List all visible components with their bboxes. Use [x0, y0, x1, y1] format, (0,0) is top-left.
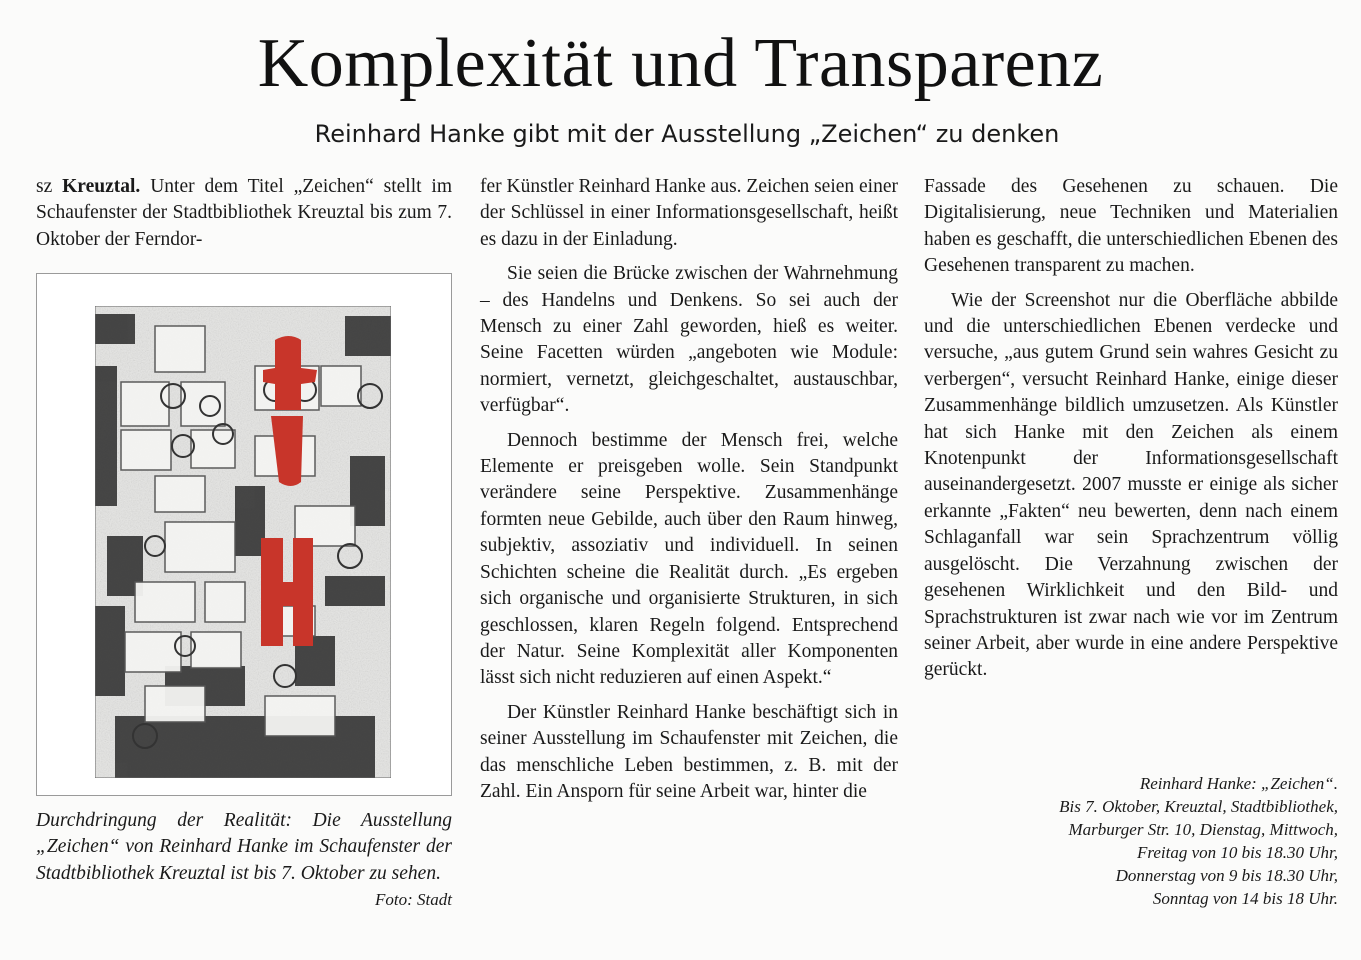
artwork-photo	[36, 273, 452, 796]
dateline: Kreuztal.	[62, 176, 141, 197]
article-lead-paragraph	[36, 174, 452, 253]
article-column-2	[480, 174, 898, 805]
info-line: Freitag von 10 bis 18.30 Uhr,	[1136, 843, 1338, 862]
info-line: Reinhard Hanke: „Zeichen“.	[1139, 774, 1338, 793]
artwork-image	[95, 306, 391, 778]
article-column-1	[36, 174, 452, 253]
paragraph: Fassade des Gesehenen zu schauen. Die Digitalisierung, neue Techniken und Materialien haben es geschafft, die unterschiedlichen Ebenen des Gesehenen transparent zu machen.	[924, 176, 1338, 277]
article-subheadline: Reinhard Hanke gibt mit der Ausstellung „Zeichen“ zu denken	[314, 120, 1060, 148]
article-headline: Komplexität und Transparenz	[257, 25, 1104, 102]
photo-caption	[36, 808, 452, 914]
paragraph: Der Künstler Reinhard Hanke beschäftigt sich in seiner Ausstellung im Schaufenster mit Zeichen, die das menschliche Leben bestimmen, z. B. mit der Zahl. Ein Ansporn für seine Arbeit war, hinter die	[480, 701, 898, 802]
photo-credit: Foto: Stadt	[375, 890, 452, 910]
exhibition-info-box	[930, 772, 1338, 910]
paragraph: Dennoch bestimme der Mensch frei, welche Elemente er preisgeben wolle. Sein Standpunkt verändere seine Perspektive. Zusammenhänge formten neue Gebilde, auch über den Raum hinweg, subjektiv, assoziativ und individuell. In seinen Schichten scheine die Realität durch. „Es ergeben sich organische und organisierte Strukturen, in sich geschlossen, klaren Regeln folgend. Entsprechend der Natur. Seine Komplexität aller Komponenten lässt sich nicht reduzieren auf einen Aspekt.“	[480, 429, 898, 689]
lead-text: Unter dem Titel „Zeichen“ stellt im Schaufenster der Stadtbibliothek Kreuztal bis zum 7. Oktober der Ferndor-	[36, 176, 453, 250]
paragraph: fer Künstler Reinhard Hanke aus. Zeichen seien einer der Schlüssel in einer Informationsgesellschaft, heißt es dazu in der Einladung.	[480, 176, 898, 250]
info-line: Marburger Str. 10, Dienstag, Mittwoch,	[1068, 820, 1338, 839]
author-initials: sz	[36, 176, 63, 197]
paragraph: Wie der Screenshot nur die Oberfläche abbilde und die unterschiedlichen Ebenen verdecke und versuche, „aus gutem Grund sein wahres Gesicht zu verbergen“, versucht Reinhard Hanke, einige dieser Zusammenhänge bildlich umzusetzen. Als Künstler hat sich Hanke mit den Zeichen als einem Knotenpunkt der Informationsgesellschaft auseinandergesetzt. 2007 musste er einige als sicher erkannte „Fakten“ neu bewerten, denn nach einem Schlaganfall war sein Sprachzentrum völlig ausgelöscht. Die Verzahnung zwischen der gesehenen Wirklichkeit und den Bild- und Sprachstrukturen ist zwar nach wie vor im Zentrum seiner Arbeit, aber wurde in eine andere Perspektive gerückt.	[924, 289, 1338, 681]
info-line: Donnerstag von 9 bis 18.30 Uhr,	[1115, 866, 1338, 885]
paragraph: Sie seien die Brücke zwischen der Wahrnehmung – des Handelns und Denkens. So sei auch der Mensch zu einer Zahl geworden, hieß es weiter. Seine Facetten würden „angeboten wie Module: normiert, vernetzt, gleichgeschaltet, austauschbar, verfügbar“.	[480, 263, 898, 417]
info-line: Sonntag von 14 bis 18 Uhr.	[1152, 889, 1338, 908]
info-line: Bis 7. Oktober, Kreuztal, Stadtbibliothek,	[1059, 797, 1338, 816]
photo-caption-text: Durchdringung der Realität: Die Ausstellung „Zeichen“ von Reinhard Hanke im Schaufenster der Stadtbibliothek Kreuztal ist bis 7. Oktober zu sehen.	[36, 810, 452, 884]
article-column-3	[924, 174, 1338, 684]
